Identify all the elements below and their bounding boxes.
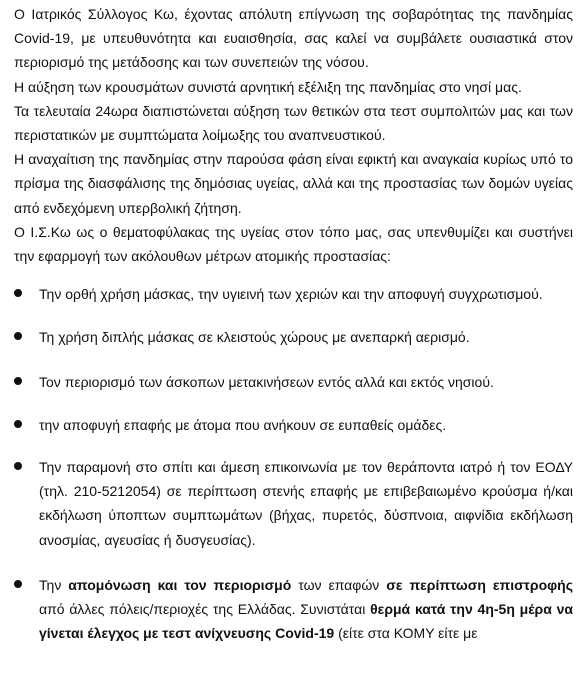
list-item <box>14 413 573 437</box>
bullet-icon <box>14 462 22 470</box>
text-run: των επαφών <box>291 576 387 593</box>
list-item-text: Την παραμονή στο σπίτι και άμεση επικοινωνία με τον θεράποντα ιατρό ή τον ΕΟΔΥ (τηλ. 210-5212054) σε περίπτωση στενής επαφής με επιβεβαιωμένο κρούσμα ή/και εκδήλωση ύποπτων συμπτωμάτων (βήχας, πυρετός, δύσπνοια, αιφνίδια εκδήλωση ανοσμίας, αγευσίας ή δυσγευσίας). <box>39 459 573 548</box>
text-run: από άλλες πόλεις/περιοχές της Ελλάδας. Συνιστάται <box>39 601 371 618</box>
list-item-text <box>39 573 573 646</box>
list-item <box>14 282 573 306</box>
list-item <box>14 325 573 349</box>
bold-text-run: θερμά κατά την 4η-5η μέρα να γίνεται έλεγχος με τεστ ανίχνευσης Covid-19 <box>39 601 573 642</box>
list-item <box>14 573 573 646</box>
list-item <box>14 370 573 394</box>
bold-text-run: απομόνωση και τον περιορισμό <box>68 576 292 593</box>
list-item-text: Την ορθή χρήση μάσκας, την υγιεινή των χεριών και την αποφυγή συγχρωτισμού. <box>39 286 543 303</box>
intro-paragraph-3: Τα τελευταία 24ωρα διαπιστώνεται αύξηση των θετικών στα τεστ συμπολιτών μας και των περιστατικών με συμπτώματα λοίμωξης του αναπνευστικού. <box>14 102 573 144</box>
bullet-icon <box>14 332 22 340</box>
intro-paragraph-4: Η αναχαίτιση της πανδημίας στην παρούσα φάση είναι εφικτή και αναγκαία κυρίως υπό το πρίσμα της διασφάλισης της δημόσιας υγείας, αλλά και της προστασίας των δομών υγείας από ενδεχόμενη υπερβολική ζήτηση. <box>14 151 573 216</box>
bullet-icon <box>14 377 22 385</box>
bullet-icon <box>14 420 22 428</box>
list-item <box>14 455 573 552</box>
intro-paragraph-5: Ο Ι.Σ.Κω ως ο θεματοφύλακας της υγείας στον τόπο μας, σας υπενθυμίζει και συστήνει την εφαρμογή των ακόλουθων μέτρων ατομικής προστασίας: <box>14 223 573 265</box>
protection-measures-list <box>14 282 573 645</box>
intro-paragraph-2: Η αύξηση των κρουσμάτων συνιστά αρνητική εξέλιξη της πανδημίας στο νησί μας. <box>14 78 522 95</box>
list-item-text: Τον περιορισμό των άσκοπων μετακινήσεων εντός αλλά και εκτός νησιού. <box>39 373 494 390</box>
list-item-text: Τη χρήση διπλής μάσκας σε κλειστούς χώρους με ανεπαρκή αερισμό. <box>39 329 470 346</box>
intro-paragraph-1: Ο Ιατρικός Σύλλογος Κω, έχοντας απόλυτη επίγνωση της σοβαρότητας της πανδημίας Covid-19, με υπευθυνότητα και ευαισθησία, σας καλεί να συμβάλετε ουσιαστικά στον περιορισμό της μετάδοσης και των συνεπειών της νόσου. <box>14 6 573 71</box>
bullet-icon <box>14 289 22 297</box>
list-item-text: την αποφυγή επαφής με άτομα που ανήκουν σε ευπαθείς ομάδες. <box>39 416 447 433</box>
text-run: (είτε στα ΚΟΜΥ είτε με <box>334 625 478 642</box>
bullet-icon <box>14 580 22 588</box>
bold-text-run: σε περίπτωση επιστροφής <box>386 576 573 593</box>
text-run: Την <box>39 576 69 593</box>
